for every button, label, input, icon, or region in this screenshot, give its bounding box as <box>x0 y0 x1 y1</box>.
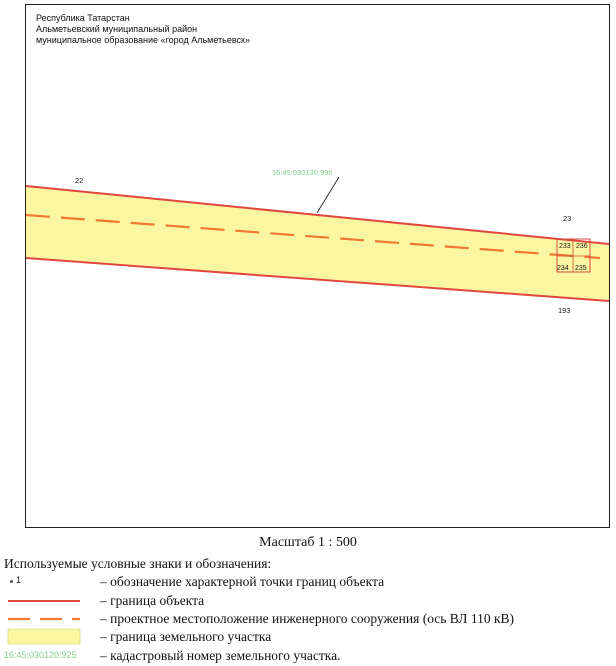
point-label-235: 235 <box>575 265 587 272</box>
legend-item-axis <box>0 609 616 629</box>
point-label-234: 234 <box>557 265 569 272</box>
legend-text-point: – обозначение характерной точки границ объекта <box>100 574 385 589</box>
point-label-193: 193 <box>558 306 571 315</box>
legend-text-axis: – проектное местоположение инженерного сооружения (ось ВЛ 110 кВ) <box>100 611 515 626</box>
scale-label: Масштаб 1 : 500 <box>259 535 357 550</box>
point-label-233: 233 <box>559 243 571 250</box>
land-parcel-strip <box>26 186 609 301</box>
legend-title: Используемые условные знаки и обозначения: <box>4 556 272 571</box>
point-label-236: 236 <box>576 243 588 250</box>
point-sample-label: 1 <box>16 575 22 585</box>
legend-text-parcel: – граница земельного участка <box>100 629 272 644</box>
orange-dashed-line-symbol <box>6 609 82 629</box>
point-marker-symbol <box>6 572 82 592</box>
legend-item-point <box>0 572 616 592</box>
header-region: Республика Татарстан <box>36 13 130 23</box>
point-dot-icon <box>10 580 13 583</box>
header-district: Альметьевский муниципальный район <box>36 24 198 34</box>
cadastral-leader-line <box>317 177 339 213</box>
legend-text-boundary: – граница объекта <box>100 593 205 608</box>
cadastral-sample-label: 16:45:030120:925 <box>4 650 77 660</box>
legend-item-parcel <box>0 627 616 647</box>
legend-item-cadastral <box>0 646 616 666</box>
cadastral-number-label: 16:45:030130:996 <box>272 168 333 177</box>
point-label-23: 23 <box>563 214 572 223</box>
legend-text-cadastral: – кадастровый номер земельного участка. <box>100 648 341 663</box>
red-line-symbol <box>6 591 82 611</box>
header-municipality: муниципальное образование «город Альметьевск» <box>36 35 250 45</box>
legend-item-boundary <box>0 591 616 611</box>
yellow-fill-symbol <box>6 627 82 647</box>
point-label-22: 22 <box>75 176 84 185</box>
